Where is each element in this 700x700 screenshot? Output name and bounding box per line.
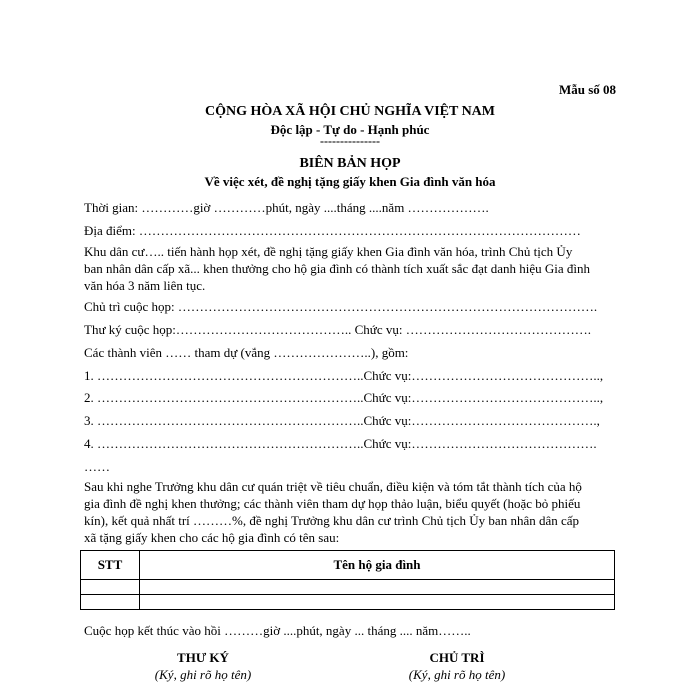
document-title: BIÊN BẢN HỌP <box>299 156 401 171</box>
secretary-sign-note: (Ký, ghi rõ họ tên) <box>154 667 252 682</box>
member-line-1: 1. ……………………………………………………..Chức vụ:…………………………………….., <box>84 368 604 383</box>
secretary-role: THƯ KÝ <box>177 650 229 665</box>
secretary-signature <box>103 650 303 683</box>
national-motto: Độc lập - Tự do - Hạnh phúc <box>270 122 430 137</box>
closing-line: Cuộc họp kết thúc vào hồi ………giờ ....phút, ngày ... tháng .... năm…….. <box>84 623 471 638</box>
body-line: kín), kết quả nhất trí ………%, đề nghị Trưởng khu dân cư trình Chủ tịch Ủy ban nhân dân cấp <box>84 513 580 528</box>
households-table <box>80 550 615 610</box>
body-line: gia đình đề nghị khen thưởng; các thành viên tham dự họp thảo luận, biểu quyết (hoặc bỏ phiếu <box>84 496 581 511</box>
form-number: Mẫu số 08 <box>558 82 616 97</box>
members-field: Các thành viên …… tham dự (vắng …………………..), gồm: <box>84 345 409 360</box>
intro-paragraph <box>84 243 624 294</box>
table-header-row <box>81 551 615 580</box>
table-cell <box>81 595 140 610</box>
body-paragraph <box>84 478 624 546</box>
household-name-header: Tên hộ gia đình <box>140 551 615 580</box>
stt-header: STT <box>81 551 140 580</box>
chair-field: Chủ trì cuộc họp: ……………………………………………………………………………………. <box>84 299 598 314</box>
location-field: Địa điểm: ………………………………………………………………………………………… <box>84 223 581 238</box>
member-line-3: 3. ……………………………………………………..Chức vụ:……………………………………., <box>84 413 600 428</box>
body-line: Sau khi nghe Trưởng khu dân cư quán triệt về tiêu chuẩn, điều kiện và tóm tắt thành tích của hộ <box>84 479 582 494</box>
table-row <box>81 595 615 610</box>
document-subtitle: Về việc xét, đề nghị tặng giấy khen Gia đình văn hóa <box>204 174 496 189</box>
national-title: CỘNG HÒA XÃ HỘI CHỦ NGHĨA VIỆT NAM <box>204 104 495 119</box>
table-cell <box>140 580 615 595</box>
chair-signature <box>357 650 557 683</box>
intro-line: Khu dân cư….. tiến hành họp xét, đề nghị tặng giấy khen Gia đình văn hóa, trình Chủ tịch Ủy <box>84 244 573 259</box>
body-line: xã tặng giấy khen cho các hộ gia đình có tên sau: <box>84 530 340 545</box>
secretary-field: Thư ký cuộc họp:………………………………….. Chức vụ: ……………………………………. <box>84 322 591 337</box>
table-row <box>81 580 615 595</box>
member-line-2: 2. ……………………………………………………..Chức vụ:…………………………………….., <box>84 390 604 405</box>
intro-line: văn hóa 3 năm liên tục. <box>84 278 206 293</box>
table-cell <box>140 595 615 610</box>
table-cell <box>81 580 140 595</box>
chair-role: CHỦ TRÌ <box>429 650 485 665</box>
time-field: Thời gian: …………giờ …………phút, ngày ....tháng ....năm ………………. <box>84 200 489 215</box>
intro-line: ban nhân dân cấp xã... khen thưởng cho hộ gia đình có thành tích xuất sắc đạt danh hiệu Gia đình <box>84 261 590 276</box>
member-line-4: 4. ……………………………………………………..Chức vụ:……………………………………. <box>84 436 597 451</box>
header-divider: --------------- <box>320 134 380 148</box>
chair-sign-note: (Ký, ghi rõ họ tên) <box>408 667 506 682</box>
ellipsis: …… <box>84 459 110 474</box>
